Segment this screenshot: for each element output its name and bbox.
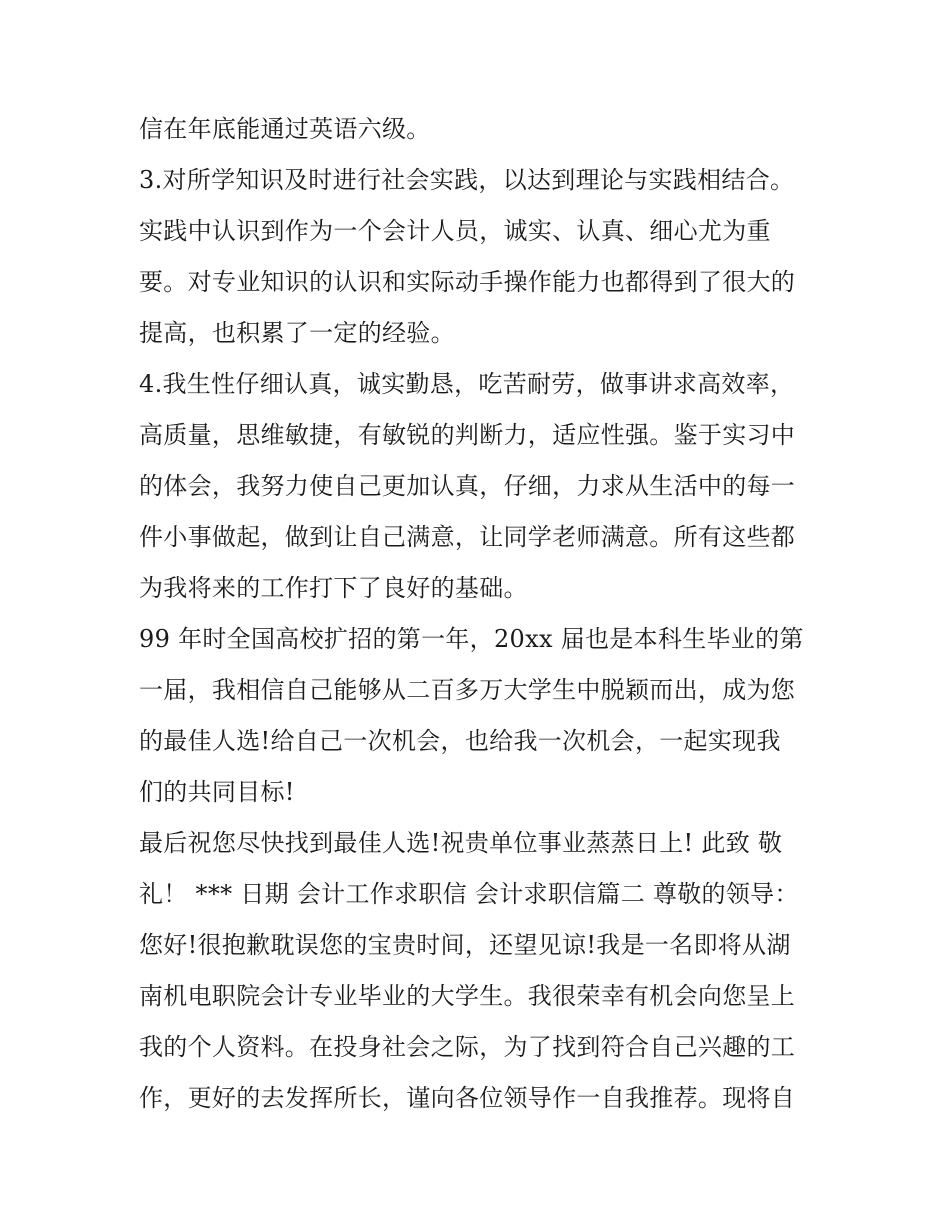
text-line: 信在年底能通过英语六级。 [139, 115, 431, 143]
text-line: 3.对所学知识及时进行社会实践，以达到理论与实践相结合。 [139, 166, 795, 194]
text-line: 提高，也积累了一定的经验。 [139, 319, 455, 347]
text-line: 礼！ *** 日期 会计工作求职信 会计求职信篇二 尊敬的领导： [139, 880, 799, 908]
text-line: 们的共同目标! [139, 778, 295, 806]
text-line: 要。对专业知识的认识和实际动手操作能力也都得到了很大的 [139, 268, 796, 296]
text-line: 实践中认识到作为一个会计人员，诚实、认真、细心尤为重 [139, 217, 771, 245]
text-line: 您好!很抱歉耽误您的宝贵时间，还望见谅!我是一名即将从湖 [139, 931, 791, 959]
text-line: 最后祝您尽快找到最佳人选!祝贵单位事业蒸蒸日上! 此致 敬 [139, 829, 783, 857]
text-line: 南机电职院会计专业毕业的大学生。我很荣幸有机会向您呈上 [139, 982, 796, 1010]
text-line: 的体会，我努力使自己更加认真，仔细，力求从生活中的每一 [139, 472, 796, 500]
text-line: 件小事做起，做到让自己满意，让同学老师满意。所有这些都 [139, 523, 796, 551]
text-line: 高质量，思维敏捷，有敏锐的判断力，适应性强。鉴于实习中 [139, 421, 796, 449]
text-line: 的最佳人选!给自己一次机会，也给我一次机会，一起实现我 [139, 727, 781, 755]
document-body [139, 104, 819, 1124]
text-line: 一届，我相信自己能够从二百多万大学生中脱颖而出，成为您 [139, 676, 796, 704]
text-line: 4.我生性仔细认真，诚实勤恳，吃苦耐劳，做事讲求高效率， [139, 370, 795, 398]
text-line: 为我将来的工作打下了良好的基础。 [139, 574, 528, 602]
text-line: 99 年时全国高校扩招的第一年，20xx 届也是本科生毕业的第 [139, 625, 804, 653]
text-line: 作，更好的去发挥所长，谨向各位领导作一自我推荐。现将自 [139, 1084, 796, 1112]
text-line: 我的个人资料。在投身社会之际，为了找到符合自己兴趣的工 [139, 1033, 796, 1061]
